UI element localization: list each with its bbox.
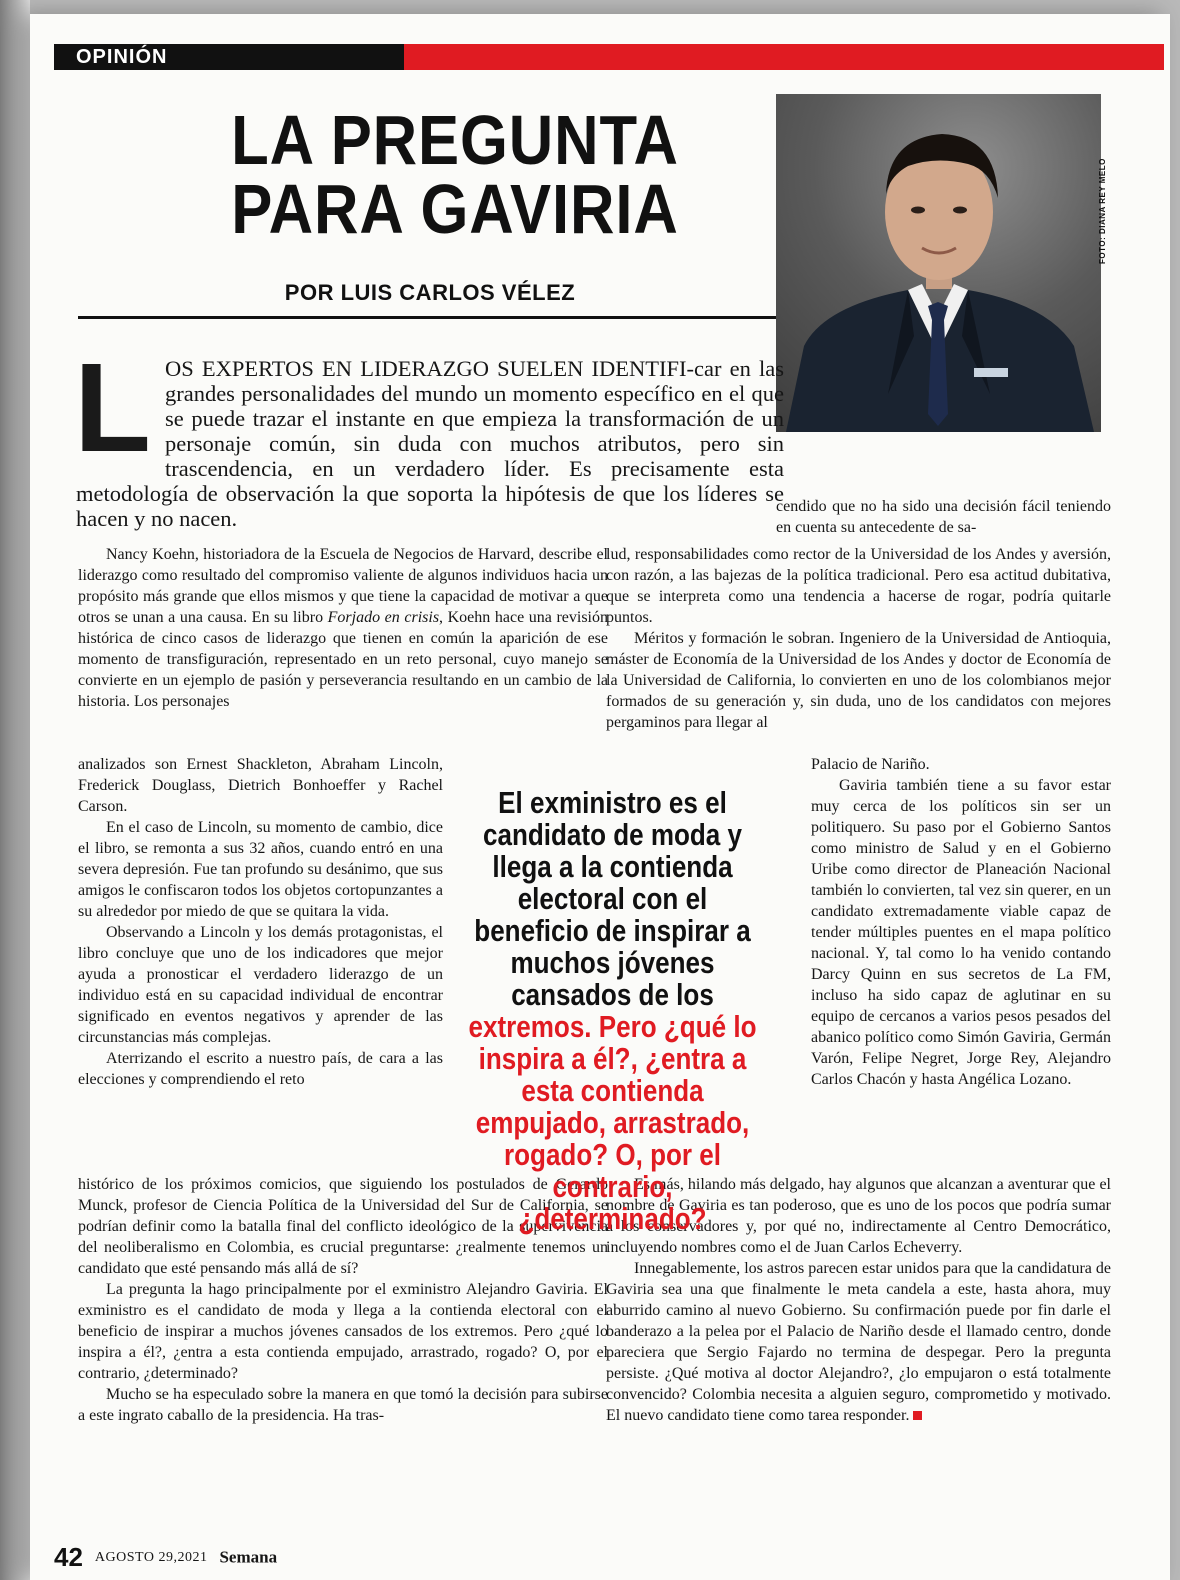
col1-paragraph-4-end: histórico de los próximos comicios, que siguiendo los postulados de Gerardo Munck, profesor de Ciencia Política de la Universidad del Sur de California, se podrían definir como la batalla final del conflicto ideológico de la supervivencia del neoliberalismo en Colombia, es crucial preguntarse: ¿realmente tenemos un candidato que esté pensando más allá de sí? [78, 1176, 608, 1277]
byline: POR LUIS CARLOS VÉLEZ [284, 280, 576, 305]
section-tag: OPINIÓN [54, 44, 404, 70]
page-gutter-shadow [0, 0, 30, 1580]
col2-paragraph-5: Innegablemente, los astros parecen estar unidos para que la candidatura de Gaviria sea una que finalmente le meta candela a este, hasta ahora, muy aburrido camino al nuevo Gobierno. Su confirmación puede por fin darle el banderazo a la pelea por el Palacio de Nariño desde el llamado centro, donde pareciera que Sergio Fajardo no termina de despegar. Pero la pregunta persiste. ¿Qué motiva al doctor Alejandro?, ¿lo empujaron o está totalmente convencido? Colombia necesita a alguien seguro, comprometido y motivado. El nuevo candidato tiene como tarea responder. [606, 1260, 1111, 1424]
col2-narrow [811, 754, 1111, 1090]
page-footer [54, 1542, 277, 1573]
end-mark-square [913, 1411, 922, 1420]
col1-paragraph-1: Nancy Koehn, historiadora de la Escuela de Negocios de Harvard, describe el liderazgo como resultado del compromiso valiente de algunos individuos hacia un propósito más grande que ellos mismos y que tiene la capacidad de motivar a que otros se unan a una causa. En su libro Forjado en crisis, Koehn hace una revisión histórica de cinco casos de liderazgo que tienen en común la aparición de ese momento de transfiguración, representado en un reto personal, cuyo manejo se convierte en un ejemplo de pasión y perseverancia resultando en un cambio de la historia. Los personajes [78, 546, 608, 710]
col2-paragraph-3: Gaviria también tiene a su favor estar muy cerca de los políticos sin ser un politiquero. Su paso por el Gobierno Santos como ministro de Salud y en el Gobierno Uribe como director de Planeación Nacional también lo convierten, tal vez sin querer, en un candidato extremadamente viable capaz de tender múltiples puentes en el mapa político nacional. Y, tal como lo ha venido contando Darcy Quinn en sus secretos de La FM, incluso ha sido capaz de aglutinar en su equipo de cercanos a varios pesos pesados del abanico político como Simón Gaviria, Germán Varón, Felipe Negret, Jorge Rey, Alejandro Carlos Chacón y hasta Angélica Lozano. [811, 777, 1111, 1088]
col1-top [78, 544, 608, 712]
col2-paragraph-2: Méritos y formación le sobran. Ingeniero de la Universidad de Antioquia, máster de Economía de la Universidad de los Andes y doctor de Economía de la Universidad de California, lo convierten en uno de los colombianos mejor formados de su generación y, sin duda, uno de los candidatos con mejores pergaminos para llegar al [606, 630, 1111, 731]
headline: LA PREGUNTA PARA GAVIRIA [231, 101, 679, 248]
col1-paragraph-1-end: analizados son Ernest Shackleton, Abraham Lincoln, Frederick Douglass, Dietrich Bonhoeffer y Rachel Carson. [78, 756, 443, 815]
issue-date: AGOSTO 29,2021 [94, 1549, 208, 1565]
photo-credit: FOTO: DIANA REY MELO [1098, 158, 1107, 264]
col2-paragraph-4: Es más, hilando más delgado, hay algunos que alcanzan a aventurar que el nombre de Gaviria es tan poderoso, que es uno de los pocos que podría sumar a los conservadores y, por qué no, indirectamente al Centro Democrático, incluyendo nombres como el de Juan Carlos Echeverry. [606, 1176, 1111, 1256]
magazine-name: Semana [219, 1547, 278, 1567]
magazine-page [30, 14, 1170, 1580]
col1-paragraph-3: Observando a Lincoln y los demás protagonistas, el libro concluye que uno de los indicadores que mejor ayuda a pronosticar el verdadero liderazgo de un individuo está en su capacidad individual de encontrar significado en eventos negativos y aprender de las circunstancias más complejas. [78, 924, 443, 1046]
pull-quote [459, 787, 766, 1235]
byline-rule [78, 316, 790, 319]
lead-text: OS EXPERTOS EN LIDERAZGO SUELEN IDENTIFI-car en las grandes personalidades del mundo un momento específico en el que se puede trazar el instante en que empieza la transformación de un personaje común, sin duda con muchos atributos, pero sin trascendencia, en un verdadero líder. Es precisamente esta metodología de observación la que soporta la hipótesis de que los líderes se hacen y no nacen. [76, 356, 784, 531]
col1-paragraph-5: La pregunta la hago principalmente por el exministro Alejandro Gaviria. El exministro es el candidato de moda y llega a la contienda electoral con el beneficio de inspirar a muchos jóvenes cansados de los extremos. Pero ¿qué lo inspira a él?, ¿entra a esta contienda empujado, arrastrado, rogado? O, por el contrario, ¿determinado? [78, 1281, 608, 1382]
page-number: 42 [54, 1542, 83, 1572]
col2-continuation-text: lud, responsabilidades como rector de la Universidad de los Andes y aversión, con razón, a las bajezas de la política tradicional. Pero esa actitud dubitativa, que se interpreta como una tendencia a hacerse de rogar, podría quitarle puntos. [606, 546, 1111, 626]
col1-paragraph-4-start: Aterrizando el escrito a nuestro país, de cara a las elecciones y comprendiendo el reto [78, 1050, 443, 1088]
pull-quote-red: extremos. Pero ¿qué lo inspira a él?, ¿entra a esta contienda empujado, arrastrado, rogado? O, por el contrario, ¿determinado? [468, 1009, 757, 1236]
col2-paragraph-2-end: Palacio de Nariño. [811, 756, 930, 773]
dropcap-letter: L [74, 337, 151, 478]
col2-top [606, 544, 1111, 733]
portrait-illustration [776, 94, 1101, 432]
col1-paragraph-2: En el caso de Lincoln, su momento de cambio, dice el libro, se remonta a sus 32 años, cuando entró en una severa depresión. Fue tan profundo su desánimo, que sus amigos le confiscaron todos los objetos cortopunzantes a su alrededor por miedo de que se quitara la vida. [78, 819, 443, 920]
lead-paragraph [74, 337, 784, 531]
author-portrait-photo [776, 94, 1101, 432]
pull-quote-black: El exministro es el candidato de moda y llega a la contienda electoral con el beneficio de inspirar a muchos jóvenes cansados de los [474, 785, 751, 1012]
book-title: Forjado en crisis [327, 609, 440, 626]
col1-narrow [78, 754, 443, 1090]
column2-continuation: cendido que no ha sido una decisión fácil teniendo en cuenta su antecedente de sa- [776, 498, 1111, 536]
col1-paragraph-6: Mucho se ha especulado sobre la manera en que tomó la decisión para subirse a este ingrato caballo de la presidencia. Ha tras- [78, 1386, 608, 1424]
